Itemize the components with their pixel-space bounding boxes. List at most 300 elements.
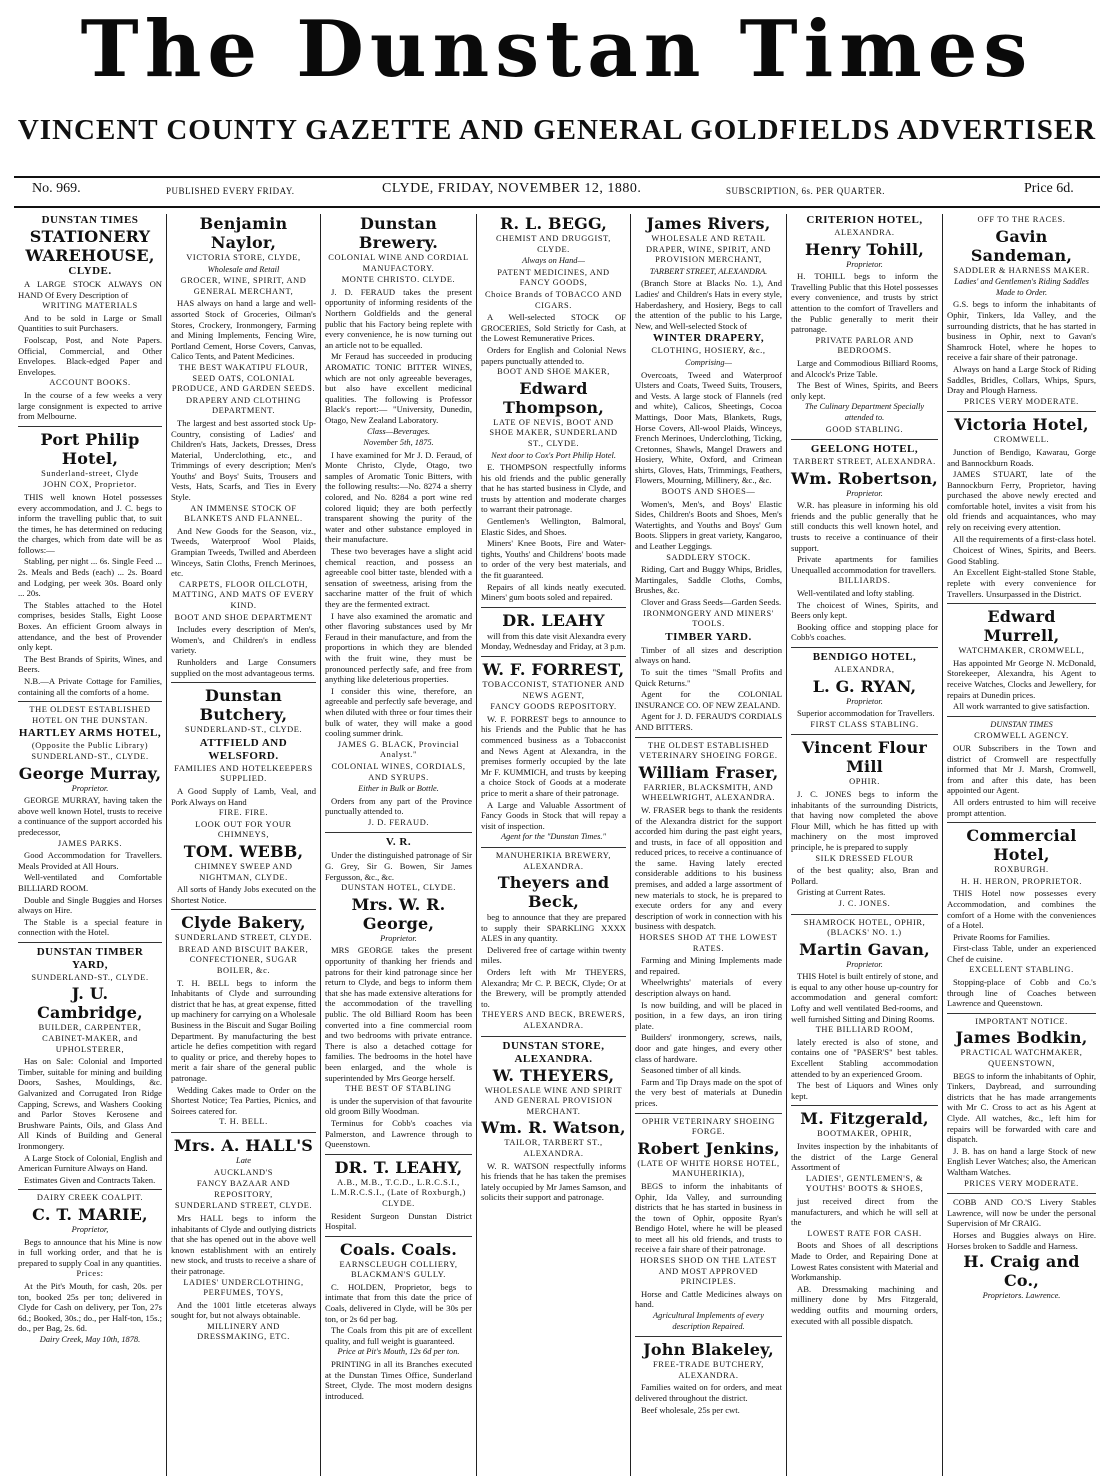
ad-italic-note: TARBERT STREET, ALEXANDRA. (649, 266, 768, 276)
advertisement (947, 720, 1096, 823)
ad-caption: FIRST CLASS STABLING. (810, 719, 919, 729)
ad-paragraph: BEGS to inform the inhabitants of Ophir, Tinkers, Daybread, and surrounding districts that he has made arrangements with Mr C. Cross to act as his Agent at Clyde. All watches, &c., left him for repairs will be forwarded with care and dispatch. (947, 1070, 1096, 1145)
ad-caption: MONTE CHRISTO. CLYDE. (341, 275, 456, 285)
ad-caption: Prices: (76, 1269, 104, 1279)
ad-italic-note: Price at Pit's Mouth, 12s 6d per ton. (337, 1347, 460, 1357)
ad-italic-note: DUNSTAN TIMES (990, 719, 1053, 729)
ad-italic-note: Proprietor, (71, 1224, 109, 1234)
ad-subheading: GEELONG HOTEL, (810, 443, 919, 456)
ad-caption: LADIES', GENTLEMEN'S, & YOUTHS' BOOTS & SHOES, (805, 1173, 924, 1194)
ad-caption: SADDLERY STOCK. (666, 552, 751, 562)
ad-paragraph: HAS always on hand a large and well-assorted Stock of Groceries, Oilman's Stores, Crockery, Ironmongery, Farming and Mining Implements, Fencing Wire, Portland Cement, Horse Covers, Canvas, Calico Tents, and Patent Medicines. (171, 298, 316, 362)
ad-paragraph: just received direct from the manufacturers, and which he will sell at the (791, 1195, 938, 1228)
ad-heading: Theyers and Beck, (497, 873, 610, 912)
ad-paragraph: H. TOHILL begs to inform the Travelling Public that this Hotel possesses every convenience, and trusts by strict attention to the comfort of Travellers and the Public generally to merit their patronage. (791, 271, 938, 335)
ad-heading: John Blakeley, (643, 1340, 774, 1360)
ad-heading: Port Philip Hotel, (40, 429, 140, 468)
ad-heading: C. T. MARIE, (32, 1204, 148, 1224)
ad-italic-note: November 5th, 1875. (363, 438, 434, 448)
ad-caption: PRACTICAL WATCHMAKER, QUEENSTOWN, (960, 1048, 1083, 1069)
ad-paragraph: To suit the times "Small Profits and Quick Returns." (635, 666, 782, 688)
ad-heading: Henry Tohill, (804, 239, 924, 259)
ad-caption: EXCELLENT STABLING. (969, 965, 1074, 975)
ad-caption: ALEXANDRA, (834, 665, 895, 674)
ad-heading: Robert Jenkins, (637, 1138, 780, 1158)
advertisement (947, 607, 1096, 717)
ad-paragraph: Delivered free of cartage within twenty miles. (481, 944, 626, 966)
ad-paragraph: Resident Surgeon Dunstan District Hospital. (325, 1210, 472, 1232)
ad-paragraph: At the Pit's Mouth, for cash, 20s. per ton, booked 25s per ton; delivered in Clyde for Cash on delivery, per Ton, 27s 6d.; Booked, 30s.; do., per Half-ton, 15s.; do., per Bag, 2s. 6d. (18, 1280, 162, 1334)
ad-paragraph: And New Goods for the Season, viz., Tweeds, Waterproof Wool Plaids, Grampian Tweeds, Twilled and Aberdeen Winceys, Satin Cloths, French Merinoes, etc. (171, 525, 316, 579)
ad-paragraph: Wedding Cakes made to Order on the Shortest Notice; Tea Parties, Picnics, and Soirees catered for. (171, 1084, 316, 1116)
ad-heading: Victoria Hotel, (954, 415, 1089, 435)
ad-paragraph: OUR Subscribers in the Town and district of Cromwell are respectfully informed that Mr J. Marsh, Cromwell, from and after this date, has been appointed our Agent. (947, 742, 1096, 796)
ad-paragraph: THIS well known Hotel possesses every accommodation, and J. C. begs to inform the travelling public that, to suit the times, he has determined on reducing the charges, which from date will be as follows:— (18, 491, 162, 555)
ad-paragraph: Builders' ironmongery, screws, nails, door and gate hinges, and every other class of hardware. (635, 1032, 782, 1064)
ad-caption: OPHIR VETERINARY SHOEING FORGE. (641, 1116, 776, 1137)
ad-caption: LOOK OUT FOR YOUR CHIMNEYS, (195, 819, 292, 840)
ad-paragraph: A Well-selected STOCK OF GROCERIES, Sold Strictly for Cash, at the Lowest Remunerative Prices. (481, 312, 626, 344)
ad-caption: WHOLESALE WINE AND SPIRIT AND GENERAL PROVISION MERCHANT. (484, 1085, 623, 1116)
advertisement (791, 738, 938, 914)
ad-paragraph: Booking office and stopping place for Cobb's coaches. (791, 621, 938, 643)
ad-italic-note: Dairy Creek, May 10th, 1878. (39, 1334, 141, 1344)
ad-caption: PRICES VERY MODERATE. (964, 1178, 1079, 1188)
ad-caption: DAIRY CREEK COALPIT. (36, 1193, 144, 1203)
ad-italic-note: Proprietor. (846, 959, 883, 969)
ad-paragraph: Beef wholesale, 25s per cwt. (641, 1404, 740, 1415)
ad-heading: James Rivers, (646, 214, 771, 233)
ad-paragraph: BEGS to inform the inhabitants of Ophir, Ida Valley, and surrounding districts that he has started in business in the town of Ophir, opposite Ryan's Bendigo Hotel, where he will be pleased to meet all his old friends, and trusts to receive a fair share of their patronage. (635, 1180, 782, 1255)
ad-caption: SUNDERLAND-ST., CLYDE. (31, 972, 149, 982)
ad-heading: Dunstan Brewery. (358, 214, 439, 252)
ad-caption: CARPETS, FLOOR OILCLOTH, MATTING, AND MATS OF EVERY KIND. (172, 579, 315, 610)
ad-paragraph: Agent for the COLONIAL INSURANCE CO. OF NEW ZEALAND. (635, 689, 782, 710)
ad-paragraph: The Best Brands of Spirits, Wines, and Beers. (18, 653, 162, 675)
column-4 (476, 214, 630, 1476)
ad-paragraph: Begs to announce that his Mine is now in full working order, and that he is prepared to supply Coal in any quantities. (18, 1236, 162, 1268)
ad-caption: GOOD STABLING. (825, 424, 904, 434)
issue-number: No. 969. (32, 181, 81, 196)
ad-heading: Mrs. A. HALL'S (173, 1135, 314, 1155)
ad-paragraph: Runholders and Large Consumers supplied on the most advantageous terms. (171, 656, 316, 678)
advertisement (171, 214, 316, 683)
ad-italic-note: Proprietors. Lawrence. (982, 1291, 1061, 1301)
ad-paragraph: W. FRASER begs to thank the residents of the Alexandra district for the support accorded him during the past eight years, and trusts, in face of all opposition and reduced prices, to receive a continuance of the same. Having lately erected considerable additions to his business premises, and added a large assortment of new materials to stock, he is prepared to execute orders for any and every description of work in connection with his business with despatch. (635, 804, 782, 932)
ad-caption: PATENT MEDICINES, AND FANCY GOODS, (497, 267, 610, 288)
ad-heading: Mrs. W. R. George, (351, 894, 446, 933)
ad-paragraph: And to be sold in Large or Small Quantities to suit Purchasers. (18, 312, 162, 334)
ad-paragraph: Gristing at Current Rates. (797, 887, 886, 898)
ad-caption: J. D. FERAUD. (367, 817, 430, 827)
dateline: CLYDE, FRIDAY, NOVEMBER 12, 1880. (382, 181, 642, 196)
ad-paragraph: Families waited on for orders, and meat delivered throughout the district. (635, 1382, 782, 1403)
ad-caption: BOOT AND SHOE MAKER, (497, 367, 610, 377)
ad-caption: BOOTMAKER, OPHIR, (817, 1129, 912, 1139)
ad-paragraph: T. H. BELL begs to inform the Inhabitants of Clyde and surrounding district that he has, at great expense, fitted up machinery for carrying on a Wholesale Business in the Biscuit and Sugar Boiling Department. By manufacturing the best article he defies competition with regard to quality or price, and thereby hopes to merit a fair share of the general public patronage. (171, 977, 316, 1083)
column-3 (320, 214, 476, 1476)
ad-caption: BUILDER, CARPENTER, CABINET-MAKER, and UPHOLSTERER, (38, 1023, 142, 1054)
ad-italic-note: Agent for the "Dunstan Times." (501, 832, 606, 842)
ad-caption: LADIES' UNDERCLOTHING, PERFUMES, TOYS, (183, 1277, 304, 1298)
column-7 (942, 214, 1100, 1476)
ad-paragraph: I have examined for Mr J. D. Feraud, of Monte Christo, Clyde, Otago, two samples of Aromatic Tonic Bitters, with the following results:—No. 8274 a sherry colored, and No. 8284 a port wine red colored liquid; they are both perfectly transparent showing the purity of the water and other substance employed in their manufacture. (325, 449, 472, 545)
ad-paragraph: E. THOMPSON respectfully informs his old friends and the public generally that he has started business in Clyde, and trusts by attention and moderate charges to warrant their patronage. (481, 462, 626, 515)
ad-italic-note: Always on Hand— (522, 256, 585, 266)
ad-paragraph: Private apartments for families Unequalled accommodation for travellers. (791, 554, 938, 575)
advertisement (635, 741, 782, 1114)
advertisement (791, 651, 938, 735)
column-5 (630, 214, 786, 1476)
ad-subheading: DUNSTAN TIMBER YARD, (36, 945, 144, 971)
ad-heading: STATIONERY WAREHOUSE, (25, 227, 155, 265)
ad-caption: EARNSCLEUGH COLLIERY, BLACKMAN'S GULLY. (339, 1259, 458, 1280)
ad-subheading: V. R. (385, 836, 412, 849)
ad-heading: M. Fitzgerald, (800, 1109, 929, 1129)
ad-paragraph: beg to announce that they are prepared to supply their SPARKLING XXXX ALES in any quantity. (481, 912, 626, 944)
ad-paragraph: All the requirements of a first-class hotel. (953, 533, 1096, 544)
advertisement (18, 1193, 162, 1349)
column-6 (786, 214, 942, 1476)
ad-paragraph: Estimates Given and Contracts Taken. (24, 1174, 156, 1185)
ad-paragraph: The choicest of Wines, Spirits, and Beers only kept. (791, 599, 938, 621)
ad-paragraph: Choicest of Wines, Spirits, and Beers. Good Stabling. (947, 545, 1096, 566)
advertisement (791, 214, 938, 440)
ad-caption: OPHIR. (849, 777, 880, 787)
ad-heading: Benjamin Naylor, (199, 214, 288, 252)
masthead (0, 0, 1114, 170)
ad-paragraph: The largest and best assorted stock Up-Country, consisting of Ladies' and Children's Hats, Jackets, Dresses, Dress Material, Underclothing, etc., and Trimmings of every description; Men's Youths' and Boys' Suits, Trousers and Vests, Hats, Scarfs, and Ties in Every Style. (171, 417, 316, 503)
ad-paragraph: Seasoned timber of all kinds. (641, 1065, 742, 1076)
ad-caption: BOOT AND SHOE DEPARTMENT (174, 612, 313, 622)
ad-paragraph: Boots and Shoes of all descriptions Made to Order, and Repairing Done at Lowest Rates consistent with Material and Workmanship. (791, 1240, 938, 1283)
ad-caption: TAILOR, TARBERT ST., ALEXANDRA. (504, 1138, 603, 1158)
ad-caption: FAMILIES AND HOTELKEEPERS SUPPLIED. (174, 763, 313, 784)
ad-caption: COLONIAL WINE AND CORDIAL MANUFACTORY. (328, 253, 469, 273)
advertisement (18, 946, 162, 1191)
ad-italic-note: Late (236, 1155, 251, 1165)
ad-paragraph: COBB AND CO.'S Livery Stables Lawrence, will now be under the personal Supervision of Mr CRAIG. (947, 1197, 1096, 1229)
ad-subheading: CLYDE. (68, 265, 112, 277)
ad-paragraph: All work warranted to give satisfaction. (953, 701, 1090, 712)
ad-paragraph: I have also examined the aromatic and other flavoring substances used by Mr Feraud in their manufacture, and from the proportions in which they are blended with the fruit wine, they must be pronounced perfectly safe, and free from anything like deleterious properties. (325, 610, 472, 685)
ad-heading: L. G. RYAN, (812, 676, 917, 696)
ad-paragraph: An Excellent Eight-stalled Stone Stable, replete with every convenience for Travellers. Unsurpassed in the District. (947, 567, 1096, 599)
ad-paragraph: of the best quality; also, Bran and Pollard. (791, 865, 938, 886)
advertisement (171, 1136, 316, 1347)
ad-caption: PRIVATE PARLOR AND BEDROOMS. (815, 335, 914, 356)
ad-paragraph: Has appointed Mr George N. McDonald, Storekeeper, Alexandra, his Agent to receive Watches, Clocks and Jewellery, for repairs at Dunedin prices. (947, 657, 1096, 700)
ad-heading: Wm. R. Watson, (481, 1118, 626, 1138)
ad-paragraph: Mr Feraud has succeeded in producing AROMATIC TONIC BITTER WINES, which are not only agreeable beverages, but also have excellent medicinal qualities. The following is Professor Black's report:— "University, Dunedin, Otago, New Zealand Laboratory. (325, 351, 472, 425)
ad-paragraph: G.S. begs to inform the inhabitants of Ophir, Tinkers, Ida Valley, and the surrounding districts, that he has started in business in Ophir, next to Gavan's Shamrock Hotel, where he hopes to receive a fair share of their patronage. (947, 299, 1096, 363)
ad-italic-note: Proprietor. (71, 783, 109, 793)
ad-caption: MILLINERY AND DRESSMAKING, ETC. (197, 1321, 290, 1342)
ad-caption: FREE-TRADE BUTCHERY, ALEXANDRA. (653, 1360, 764, 1380)
ad-caption: (Opposite the Public Library) SUNDERLAND-ST., CLYDE. (31, 741, 149, 761)
ad-paragraph: The Best of Wines, Spirits, and Beers only kept. (791, 380, 938, 401)
ad-paragraph: Well-ventilated and Comfortable BILLIARD ROOM. (18, 872, 162, 893)
ad-paragraph: Large and Commodious Billiard Rooms, and Alcock's Prize Table. (791, 357, 938, 379)
ad-heading: W. THEYERS, (492, 1065, 615, 1085)
ad-subheading: ATTFIELD AND WELSFORD. (199, 736, 288, 762)
ad-caption: FIRE. FIRE. (218, 808, 269, 818)
ad-paragraph: GEORGE MURRAY, having taken the above well known Hotel, trusts to receive a continuance of the support accorded his predecessor, (18, 795, 162, 837)
ad-caption: OFF TO THE RACES. (977, 215, 1066, 224)
publication-frequency: PUBLISHED EVERY FRIDAY. (166, 186, 295, 196)
ad-paragraph: Horses and Buggies always on Hire. Horses broken to Saddle and Harness. (947, 1229, 1096, 1251)
ad-heading: Commercial Hotel, (966, 826, 1077, 865)
ad-paragraph: The Coals from this pit are of excellent quality, and full weight is guaranteed. (325, 1325, 472, 1346)
ad-heading: R. L. BEGG, (499, 214, 608, 233)
ad-paragraph: THIS Hotel is built entirely of stone, and is equal to any other house up-country for accommodation and general comfort: Lofty and well ventilated Bed-rooms, and well furnished Sitting and Dining Rooms. (791, 971, 938, 1024)
ad-paragraph: Under the distinguished patronage of Sir G. Grey, Sir G. Bowen, Sir James Fergusson, &c., &c. (325, 850, 472, 882)
ad-caption: JAMES PARKS. (57, 838, 123, 848)
ad-subheading: BENDIGO HOTEL, (812, 651, 917, 663)
ad-heading: W. F. FORREST, (482, 660, 625, 679)
advertisement (635, 214, 782, 738)
ad-paragraph: Wheelwrights' materials of every description always on hand. (635, 977, 782, 998)
ad-paragraph: PRINTING in all its Branches executed at the Dunstan Times Office, Sunderland Street, Clyde. The most modern designs introduced. (325, 1359, 472, 1401)
advertisement-columns (14, 214, 1100, 1476)
ad-paragraph: A Good Supply of Lamb, Veal, and Pork Always on Hand (171, 785, 316, 807)
ad-italic-note: Wholesale and Retail (207, 264, 280, 274)
ad-paragraph: C. HOLDEN, Proprietor, begs to intimate that from this date the price of Coals, delivered in Clyde, will be 30s per ton, or 2s 6d per bag. (325, 1281, 472, 1324)
ad-paragraph: Orders for English and Colonial News papers punctually attended to. (481, 344, 626, 366)
ad-caption: SHAMROCK HOTEL, OPHIR, (BLACKS' NO. 1.) (803, 917, 926, 938)
ad-paragraph: Good Accommodation for Travellers. Meals Provided at All Hours. (18, 850, 162, 871)
ad-paragraph: Clover and Grass Seeds—Garden Seeds. (641, 597, 782, 607)
ad-paragraph: First-class Table, under an experienced Chef de cuisine. (947, 943, 1096, 964)
advertisement (791, 443, 938, 648)
ad-caption: Sunderland-street, Clyde (41, 468, 139, 478)
ad-caption: WHOLESALE AND RETAIL DRAPER, WINE, SPIRIT, AND PROVISION MERCHANT, (646, 234, 771, 265)
advertisement (171, 913, 316, 1133)
ad-paragraph: All sorts of Handy Jobs executed on the Shortest Notice. (171, 884, 316, 905)
advertisement (481, 1040, 626, 1207)
ad-caption: CHEMIST AND DRUGGIST, CLYDE. (496, 234, 611, 254)
ad-paragraph: Always on hand a Large Stock of Riding Saddles, Bridles, Collars, Whips, Spurs, Dray and Plough Harness. (947, 363, 1096, 396)
ad-heading: Gavin Sandeman, (970, 226, 1073, 265)
ad-subheading: CRITERION HOTEL, (806, 214, 923, 226)
newspaper-title: The Dunstan Times (80, 4, 1034, 95)
ad-paragraph: Overcoats, Tweed and Waterproof Ulsters and Coats, Tweed Suits, Trousers, and Vests. A large stock of Flannels (red and white), Calicos, Sheetings, Cocoa Mattings, Door Mats, Blankets, Rugs, Horse Covers, All-wool Plaids, Winceys, French Merinoes, Underclothing, Ticking, Cretonnes, Shawls, Mangel Drawers and Hosiery, White, Oxford, and Crimean shirts, Gloves, Hats, Trimmings, Feathers, Flowers, Mourning, Millinery, &c., &c. (635, 369, 782, 486)
ad-caption: TOBACCONIST, STATIONER AND NEWS AGENT, (482, 680, 625, 700)
advertisement (481, 851, 626, 1037)
ad-caption: COLONIAL WINES, CORDIALS, AND SYRUPS. (331, 761, 466, 782)
ad-caption: J. C. JONES. (838, 898, 891, 908)
ad-paragraph: will from this date visit Alexandra every Monday, Wednesday and Friday, at 3 p.m. (481, 630, 626, 652)
ad-paragraph: J. C. JONES begs to inform the inhabitants of the surrounding Districts, that having now completed the above Flour Mill, which he has fitted up with machinery on the most improved principle, he is prepared to supply (791, 788, 938, 852)
ad-caption: HORSES SHOD ON THE LATEST AND MOST APPROVED PRINCIPLES. (640, 1256, 777, 1287)
advertisement (635, 1340, 782, 1419)
ad-paragraph: A LARGE STOCK ALWAYS ON HAND Of Every Description of (18, 279, 162, 300)
ad-italic-note: Either in Bulk or Bottle. (358, 784, 439, 794)
ad-paragraph: The Stables attached to the Hotel comprises, besides Stalls, Eight Loose Boxes. An efficient Groom always in attendance, and the best of Provender only kept. (18, 599, 162, 653)
newspaper-subtitle: VINCENT COUNTY GAZETTE AND GENERAL GOLDFIELDS ADVERTISER (17, 114, 1097, 146)
ad-paragraph: THIS Hotel now possesses every Accommodation, and combines the comfort of a Home with the conveniences of a Hotel. (947, 888, 1096, 931)
ad-heading: Edward Thompson, (502, 378, 604, 417)
ad-paragraph: Is now building, and will be placed in position, in a few days, an iron tiring plate. (635, 999, 782, 1031)
ad-paragraph: Stopping-place of Cobb and Co.'s through line of Coaches between Lawrence and Queenstown. (947, 977, 1096, 1009)
ad-paragraph: Agent for J. D. FERAUD'S CORDIALS AND BITTERS. (635, 711, 782, 732)
ad-caption: BREAD AND BISCUIT BAKER, CONFECTIONER, SUGAR BOILER, &c. (178, 944, 309, 976)
ad-paragraph: is under the supervision of that favourite old groom Billy Woodman. (325, 1095, 472, 1117)
ad-paragraph: Gentlemen's Wellington, Balmoral, Elastic Sides, and Shoes. (481, 516, 626, 537)
ad-caption: BOOTS AND SHOES— (661, 487, 756, 497)
ad-caption: Choice Brands of TOBACCO AND CIGARS. (485, 289, 622, 310)
ad-paragraph: Farm and Tip Drays made on the spot of the very best of materials at Dunedin prices. (635, 1076, 782, 1108)
ad-heading: J. U. Cambridge, (37, 984, 143, 1023)
ad-caption: THE BEST WAKATIPU FLOUR, SEED OATS, COLONIAL PRODUCE, AND GARDEN SEEDS. (171, 362, 316, 394)
ad-italic-note: Proprietor. (846, 259, 883, 269)
ad-caption: LATE OF NEVIS, BOOT AND SHOE MAKER, SUNDERLAND ST., CLYDE. (489, 417, 618, 448)
ad-paragraph: J. D. FERAUD takes the present opportunity of informing residents of the Northern Goldfields and the general public that his Factory being replete with every convenience, he is now turning out an article not to be equalled. (325, 286, 472, 350)
ad-caption: SUNDERLAND-ST., CLYDE. (184, 725, 303, 735)
ad-caption: SUNDERLAND STREET, CLYDE. (174, 933, 313, 943)
ad-italic-note: Ladies' and Gentlemen's Riding Saddles Made to Order. (954, 277, 1089, 297)
ad-caption: JAMES G. BLACK, Provincial Analyst." (337, 739, 460, 760)
advertisement (18, 214, 162, 427)
ad-italic-note: Agricultural Implements of every description Repaired. (653, 1311, 764, 1331)
ad-caption: VICTORIA STORE, CLYDE, (186, 253, 301, 262)
ad-paragraph: lately erected is also of stone, and contains one of "PASER'S" best tables. Excellent Stabling accommodation attended to by an experienced Groom. (791, 1036, 938, 1079)
ad-paragraph: Superior accommodation for Travellers. (797, 708, 935, 719)
ad-caption: CROMWELL. (993, 435, 1050, 445)
ad-italic-note: Proprietor. (846, 488, 883, 498)
ad-paragraph: Repairs of all kinds neatly executed. Miners' gum boots soled and repaired. (481, 581, 626, 603)
ad-heading: William Fraser, (638, 762, 779, 782)
advertisement (481, 660, 626, 848)
ad-caption: ROXBURGH. (994, 865, 1049, 875)
ad-caption: A.B., M.B., T.C.D., L.R.C.S.I., L.M.R.C.S.I., (Late of Roxburgh,) CLYDE. (331, 1177, 466, 1208)
ad-caption: IMPORTANT NOTICE. (975, 1016, 1068, 1026)
ad-paragraph: Orders left with Mr THEYERS, Alexandra; Mr C. P. BECK, Clyde; Or at the Brewery, will be promptly attended to. (481, 967, 626, 1009)
advertisement (947, 215, 1096, 412)
ad-paragraph: (Branch Store at Blacks No. 1.), And Ladies' and Children's Hats in every style, Haberdashery, and Hosiery, Begs to call the attention of the public to his Large, New, and Well-selected Stock of (635, 278, 782, 331)
ad-caption: (LATE OF WHITE HORSE HOTEL, MANUHERIKIA), (637, 1158, 780, 1179)
advertisement (947, 415, 1096, 604)
ad-caption: FANCY BAZAAR AND REPOSITORY, (196, 1179, 291, 1199)
ad-paragraph: Mrs HALL begs to inform the inhabitants of Clyde and outlying districts that she has opened out in the above well known establishment with an entirely new stock, and trusts to receive a share of their patronage. (171, 1212, 316, 1276)
ad-caption: CROMWELL AGENCY. (974, 731, 1069, 741)
ad-paragraph: Orders from any part of the Province punctually attended to. (325, 795, 472, 817)
advertisement (325, 836, 472, 1154)
ad-heading: Wm. Robertson, (791, 468, 938, 488)
advertisement (481, 611, 626, 657)
ad-paragraph: Foolscap, Post, and Note Papers. Official, Commercial, and Other Envelopes. Black-edged Paper and Envelopes. (18, 334, 162, 377)
ad-caption: SADDLER & HARNESS MAKER. (953, 265, 1090, 275)
ad-paragraph: Invites inspection by the inhabitants of the district of the Large General Assortment of (791, 1141, 938, 1173)
ad-italic-note: The Culinary Department Specially attended to. (804, 402, 925, 422)
ad-caption: THE BILLIARD ROOM, (815, 1025, 914, 1035)
ad-caption: ACCOUNT BOOKS. (49, 378, 131, 388)
ad-caption: GROCER, WINE, SPIRIT, AND GENERAL MERCHANT, (180, 276, 307, 296)
ad-paragraph: J. B. has on hand a large Stock of new English Lever Watches; also, the American Waltham Watches. (947, 1145, 1096, 1177)
advertisement (18, 705, 162, 943)
ad-heading: James Bodkin, (955, 1028, 1088, 1048)
ad-paragraph: W.R. has pleasure in informing his old friends and the public generally that he still conducts this well known hotel, and trusts to receive a continuance of their support. (791, 500, 938, 553)
ad-caption: BILLIARDS. (838, 576, 891, 586)
ad-paragraph: Well-ventilated and lofty stabling. (797, 588, 915, 599)
ad-caption: WRITING MATERIALS (42, 301, 138, 311)
issue-price: Price 6d. (1024, 181, 1074, 196)
advertisement (947, 826, 1096, 1014)
ad-paragraph: The best of Liquors and Wines only kept. (791, 1080, 938, 1101)
ad-paragraph: AB. Dressmaking machining and millinery done by Mrs Fitzgerald, wedding outfits and mourning orders, executed with all possible dispatch. (791, 1283, 938, 1326)
ad-paragraph: N.B.—A Private Cottage for Families, containing all the comforts of a home. (18, 676, 162, 697)
ad-paragraph: All orders entrusted to him will receive prompt attention. (947, 796, 1096, 818)
issue-info-bar (14, 181, 1100, 205)
ad-paragraph: Junction of Bendigo, Kawarau, Gorge and Bannockburn Roads. (947, 446, 1096, 468)
ad-caption: PRICES VERY MODERATE. (964, 396, 1079, 406)
ad-paragraph: Horse and Cattle Medicines always on hand. (635, 1288, 782, 1310)
advertisement (18, 430, 162, 702)
ad-italic-note: Next door to Cox's Port Philip Hotel. (491, 450, 616, 460)
ad-paragraph: Timber of all sizes and description always on hand. (635, 644, 782, 666)
ad-caption: T. H. BELL. (219, 1117, 268, 1127)
ad-paragraph: Stabling, per night ... 6s. Single Feed ... 2s. Meals and Beds (each) ... 2s. Board and Lodging, per week 30s. Board only ... 20s. (18, 556, 162, 599)
ad-heading: H. Craig and Co., (963, 1252, 1080, 1291)
column-2 (166, 214, 320, 1476)
ad-caption: IRONMONGERY AND MINERS' TOOLS. (643, 608, 774, 629)
bottom-rule (14, 206, 1100, 208)
ad-subheading: DUNSTAN STORE, ALEXANDRA. (502, 1039, 605, 1065)
ad-caption: CHIMNEY SWEEP AND NIGHTMAN, CLYDE. (194, 861, 293, 882)
ad-paragraph: Has on Sale: Colonial and Imported Timber, suitable for mining and building Doors, Sashes, Mouldings, &c. Galvanized and Corrugated Iron Ridge Capping, Screws, and Washers Cooking and Parlor Stoves Kerosene and Brushware Paints, Oils, and Glass And All Kinds of Building and General Ironmongery. (18, 1056, 162, 1151)
ad-paragraph: A Large Stock of Colonial, English and American Furniture Always on Hand. (18, 1152, 162, 1174)
ad-italic-note: Proprietor. (380, 933, 417, 943)
ad-subheading: WINTER DRAPERY, (652, 332, 765, 345)
advertisement (635, 1117, 782, 1338)
ad-paragraph: Miners' Knee Boots, Fire and Water-tights, Youths' and Childrens' boots made to order of the very best materials, and the fit guaranteed. (481, 538, 626, 581)
ad-caption: FANCY GOODS REPOSITORY. (490, 702, 617, 712)
advertisement (791, 918, 938, 1107)
ad-paragraph: Terminus for Cobb's coaches via Palmerston, and Lawrence through to Queenstown. (325, 1117, 472, 1150)
ad-paragraph: W. R. WATSON respectfully informs his friends that he has taken the premises lately occupied by Mr James Samson, and solicits their support and patronage. (481, 1160, 626, 1203)
ad-caption: SUNDERLAND STREET, CLYDE. (174, 1201, 313, 1211)
ad-paragraph: Riding, Cart and Buggy Whips, Bridles, Martingales, Saddle Cloths, Combs, Brushes, &c. (635, 564, 782, 596)
ad-paragraph: Double and Single Buggies and Horses always on Hire. (18, 894, 162, 916)
ad-paragraph: Women's, Men's, and Boys' Elastic Sides, Children's Boots and Shoes, Men's Watertights, and Youths and Boys' Gum Boots. Slippers in great variety, Kangaroo, and Leather Leggings. (635, 498, 782, 552)
advertisement (325, 214, 472, 833)
ad-heading: Coals. Coals. (339, 1239, 458, 1259)
advertisement (325, 1158, 472, 1237)
top-rule (14, 176, 1100, 178)
advertisement (325, 1240, 472, 1406)
column-1 (14, 214, 166, 1476)
ad-paragraph: And the 1001 little etceteras always sought for, but not always obtainable. (171, 1299, 316, 1321)
advertisement (481, 214, 626, 608)
ad-heading: Vincent Flour Mill (801, 738, 928, 777)
ad-caption: MANUHERIKIA BREWERY, ALEXANDRA. (495, 850, 612, 871)
ad-caption: DRAPERY AND CLOTHING DEPARTMENT. (186, 395, 301, 416)
ad-paragraph: MRS GEORGE takes the present opportunity of thanking her friends and patrons for their kind patronage since her return to Clyde, and begs to inform them that she has made extensive alterations for the accommodation of the travelling public. The old Billiard Room has been converted into a fine commercial room and two bedrooms with private entrance. There is also a detached cottage for families. The bedrooms in the hotel have been enlarged, and the whole is superintended by Mrs George herself. (325, 945, 472, 1083)
advertisement (947, 1017, 1096, 1194)
ad-caption: JOHN COX, Proprietor. (43, 480, 137, 490)
ad-subheading: TIMBER YARD. (665, 630, 752, 643)
ad-paragraph: Includes every description of Men's, Women's, and Children's in endless variety. (171, 624, 316, 656)
ad-caption: HORSES SHOD AT THE LOWEST RATES. (639, 933, 778, 953)
ad-subheading: DUNSTAN TIMES (41, 214, 139, 226)
ad-italic-note: Proprietor. (846, 696, 883, 706)
ad-heading: Martin Gavan, (799, 939, 930, 959)
ad-italic-note: Comprising— (684, 357, 732, 367)
advertisement (791, 1109, 938, 1330)
ad-caption: AN IMMENSE STOCK OF BLANKETS AND FLANNEL. (184, 503, 303, 524)
ad-caption: THE OLDEST ESTABLISHED HOTEL ON THE DUNSTAN. (29, 705, 151, 725)
ad-heading: George Murray, (18, 763, 162, 783)
